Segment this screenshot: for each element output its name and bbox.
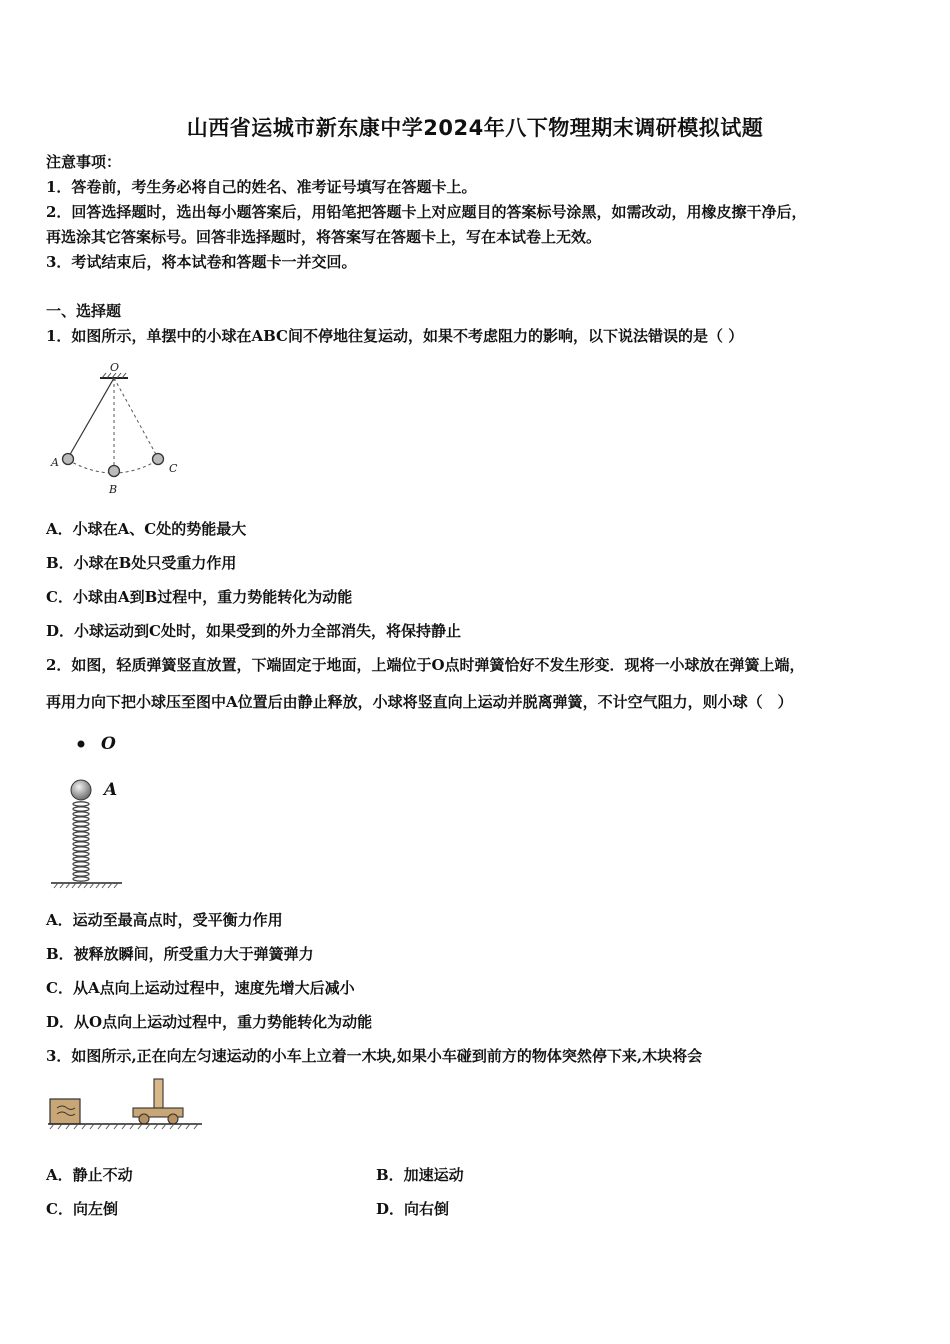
notice-heading: 注意事项： bbox=[46, 153, 122, 171]
q2-stem-line1: 2．如图，轻质弹簧竖直放置，下端固定于地面，上端位于O点时弹簧恰好不发生形变．现将一小球放在弹簧上端， bbox=[46, 656, 805, 674]
q3-stem: 3．如图所示,正在向左匀速运动的小车上立着一木块,如果小车碰到前方的物体突然停下来,木块将会 bbox=[46, 1047, 703, 1065]
notice-item-2-cont: 再选涂其它答案标号。回答非选择题时，将答案写在答题卡上，写在本试卷上无效。 bbox=[46, 228, 602, 246]
q1-option-b: B．小球在B处只受重力作用 bbox=[46, 554, 237, 572]
pendulum-label-a: A bbox=[51, 456, 59, 469]
q2-stem-line2: 再用力向下把小球压至图中A位置后由静止释放，小球将竖直向上运动并脱离弹簧，不计空气阻力，则小球（ ） bbox=[46, 693, 793, 711]
cart-figure bbox=[46, 1076, 206, 1132]
q1-option-d: D．小球运动到C处时，如果受到的外力全部消失，将保持静止 bbox=[46, 622, 461, 640]
q3-option-c: C．向左倒 bbox=[46, 1200, 118, 1218]
spring-label-o: O bbox=[101, 734, 116, 754]
spring-figure bbox=[46, 728, 146, 890]
q1-stem: 1．如图所示，单摆中的小球在ABC间不停地往复运动，如果不考虑阻力的影响，以下说法错误的是（ ） bbox=[46, 327, 744, 345]
notice-item-2: 2．回答选择题时，选出每小题答案后，用铅笔把答题卡上对应题目的答案标号涂黑，如需改动，用橡皮擦干净后， bbox=[46, 203, 807, 221]
q1-option-a: A．小球在A、C处的势能最大 bbox=[46, 520, 247, 538]
pendulum-label-c: C bbox=[169, 462, 178, 475]
q2-option-d: D．从O点向上运动过程中，重力势能转化为动能 bbox=[46, 1013, 373, 1031]
q2-option-a: A．运动至最高点时，受平衡力作用 bbox=[46, 911, 283, 929]
q3-option-d: D．向右倒 bbox=[376, 1200, 450, 1218]
pendulum-figure bbox=[46, 360, 186, 498]
notice-item-1: 1．答卷前，考生务必将自己的姓名、准考证号填写在答题卡上。 bbox=[46, 178, 477, 196]
spring-coils bbox=[73, 802, 89, 881]
pendulum-label-b: B bbox=[109, 483, 118, 496]
spring-label-a: A bbox=[104, 780, 118, 800]
section-heading: 一、选择题 bbox=[46, 302, 122, 320]
q3-option-a: A．静止不动 bbox=[46, 1166, 133, 1184]
q2-option-b: B．被释放瞬间，所受重力大于弹簧弹力 bbox=[46, 945, 314, 963]
q3-option-b: B．加速运动 bbox=[376, 1166, 464, 1184]
notice-item-3: 3．考试结束后，将本试卷和答题卡一并交回。 bbox=[46, 253, 357, 271]
q1-option-c: C．小球由A到B过程中，重力势能转化为动能 bbox=[46, 588, 353, 606]
pendulum-label-o: O bbox=[110, 361, 120, 374]
q2-option-c: C．从A点向上运动过程中，速度先增大后减小 bbox=[46, 979, 355, 997]
page-title: 山西省运城市新东康中学2024年八下物理期末调研模拟试题 bbox=[186, 116, 764, 140]
